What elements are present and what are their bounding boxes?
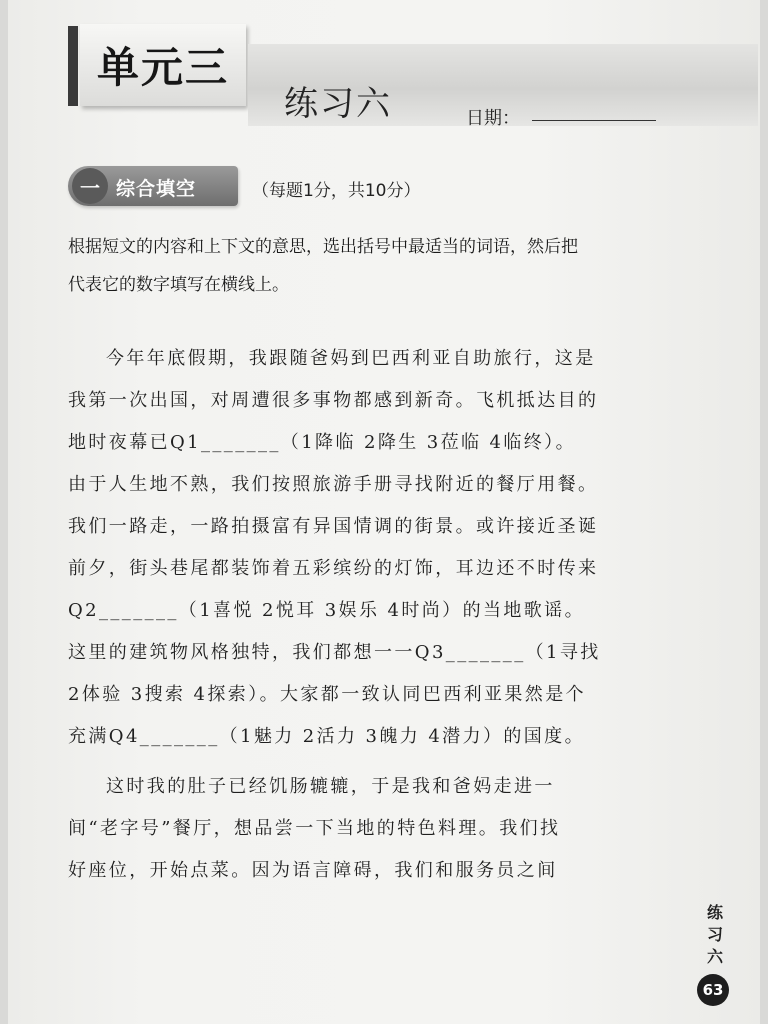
passage-line: 我们一路走，一路拍摄富有异国情调的街景。或许接近圣诞 [68, 516, 599, 537]
passage-line: 前夕，街头巷尾都装饰着五彩缤纷的灯饰，耳边还不时传来 [68, 558, 599, 579]
passage-line: 这里的建筑物风格独特，我们都想一一Q3_______（1寻找 [68, 642, 601, 663]
side-exercise-label: 练习六 [706, 903, 723, 966]
page-number: 63 [697, 974, 729, 1006]
section-score-note: （每题1分，共10分） [252, 181, 421, 201]
exercise-title: 练习六 [284, 84, 392, 124]
instruction-line: 根据短文的内容和上下文的意思，选出括号中最适当的词语，然后把 [68, 237, 578, 257]
passage-line: 充满Q4_______（1魅力 2活力 3魄力 4潜力）的国度。 [68, 726, 585, 747]
passage-line: 这时我的肚子已经饥肠辘辘，于是我和爸妈走进一 [106, 776, 555, 797]
passage-line: Q2_______（1喜悦 2悦耳 3娱乐 4时尚）的当地歌谣。 [68, 600, 585, 621]
section-heading [68, 166, 238, 206]
section-name: 综合填空 [116, 178, 197, 200]
passage-line: 地时夜幕已Q1_______（1降临 2降生 3莅临 4临终）。 [68, 432, 576, 453]
passage-line: 我第一次出国，对周遭很多事物都感到新奇。飞机抵达目的 [68, 390, 599, 411]
instruction-line: 代表它的数字填写在横线上。 [68, 275, 289, 295]
date-blank-line [532, 120, 656, 121]
section-number: 一 [72, 168, 108, 204]
passage-line: 好座位，开始点菜。因为语言障碍，我们和服务员之间 [68, 860, 558, 881]
unit-tab-marker [68, 26, 78, 106]
unit-title-box [80, 24, 246, 106]
passage-line: 2体验 3搜索 4探索）。大家都一致认同巴西利亚果然是个 [68, 684, 586, 705]
date-label: 日期： [466, 108, 520, 129]
passage-line: 间“老字号”餐厅，想品尝一下当地的特色料理。我们找 [68, 818, 561, 839]
unit-title: 单元三 [96, 43, 229, 92]
passage-line: 由于人生地不熟，我们按照旅游手册寻找附近的餐厅用餐。 [68, 474, 599, 495]
passage-line: 今年年底假期，我跟随爸妈到巴西利亚自助旅行，这是 [106, 348, 596, 369]
workbook-page [8, 0, 760, 1024]
